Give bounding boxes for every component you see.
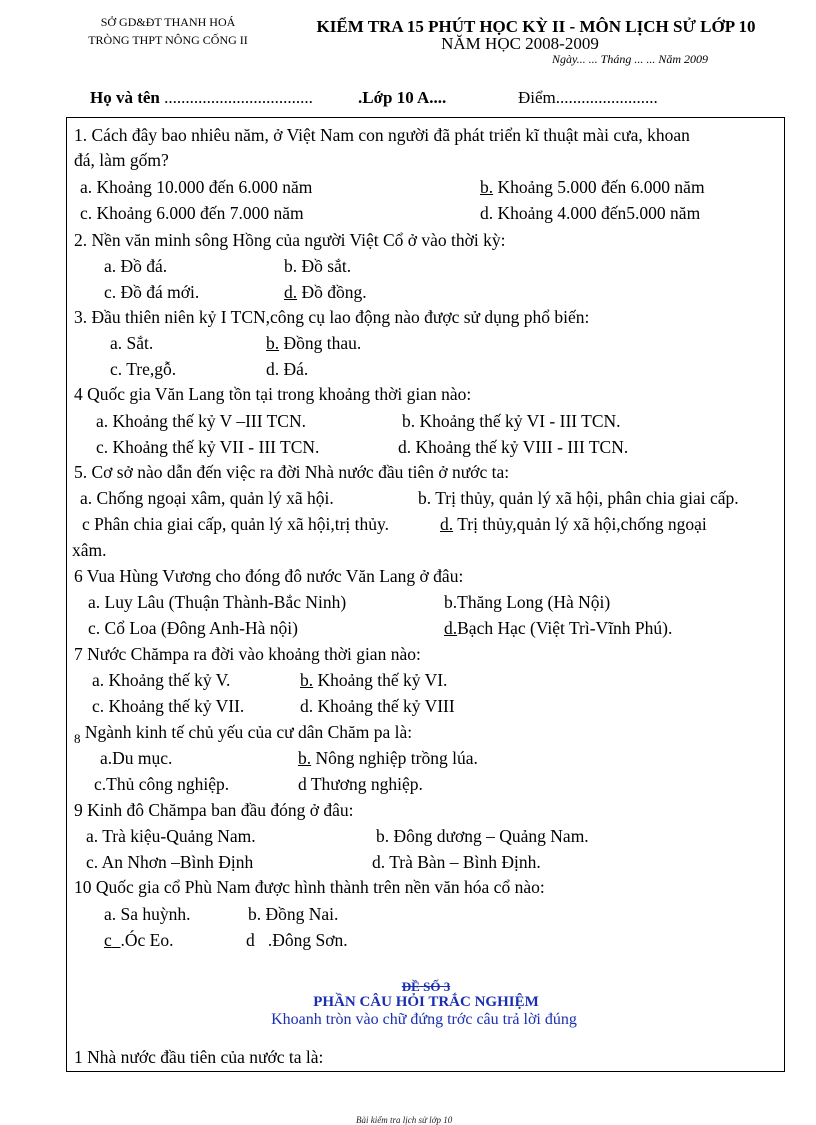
q2-option-a: a. Đồ đá. — [104, 256, 168, 276]
dept-name: SỞ GD&ĐT THANH HOÁ — [100, 15, 236, 29]
q6-option-d: d.Bạch Hạc (Việt Trì-Vĩnh Phú). — [444, 618, 673, 638]
name-label: Họ và tên — [90, 88, 160, 107]
q3-option-d: d. Đá. — [266, 359, 309, 379]
q10-option-c: c .Óc Eo. — [104, 930, 174, 950]
question-1: 1. Cách đây bao nhiêu năm, ở Việt Nam con người đã phát triển kĩ thuật mài cưa, khoan — [74, 125, 690, 145]
section-title: PHẦN CÂU HỎI TRẮC NGHIỆM — [313, 994, 539, 1010]
q7-option-a: a. Khoảng thế kỷ V. — [92, 670, 231, 690]
q4-option-a: a. Khoảng thế kỷ V –III TCN. — [96, 411, 306, 431]
q6-option-c: c. Cổ Loa (Đông Anh-Hà nội) — [88, 618, 298, 638]
q3-option-c: c. Tre,gỗ. — [110, 359, 177, 379]
question-4: 4 Quốc gia Văn Lang tồn tại trong khoảng thời gian nào: — [74, 384, 472, 404]
q5-option-a: a. Chống ngoại xâm, quản lý xã hội. — [80, 488, 334, 508]
q9-option-b: b. Đông dương – Quảng Nam. — [376, 826, 589, 846]
q2-option-d: d. Đồ đồng. — [284, 282, 367, 302]
q5-option-b: b. Trị thủy, quản lý xã hội, phân chia giai cấp. — [418, 488, 739, 508]
q10-option-d: d .Đông Sơn. — [246, 930, 348, 950]
q2-option-c: c. Đồ đá mới. — [104, 282, 200, 302]
q1-option-a: a. Khoảng 10.000 đến 6.000 năm — [80, 177, 313, 197]
q4-option-c: c. Khoảng thế kỷ VII - III TCN. — [96, 437, 320, 457]
q1-option-d: d. Khoảng 4.000 đến5.000 năm — [480, 203, 701, 223]
exam-date: Ngày... ... Tháng ... ... Năm 2009 — [552, 52, 709, 66]
exam-code: ĐỀ SỐ 3 — [401, 979, 451, 994]
q4-option-d: d. Khoảng thế kỷ VIII - III TCN. — [398, 437, 629, 457]
page-footer: Bài kiểm tra lịch sử lớp 10 — [356, 1115, 453, 1125]
q6-option-b: b.Thăng Long (Hà Nội) — [444, 592, 611, 612]
question-6: 6 Vua Hùng Vương cho đóng đô nước Văn Lang ở đâu: — [74, 566, 464, 586]
question-9: 9 Kinh đô Chămpa ban đầu đóng ở đâu: — [74, 800, 354, 820]
q1-option-c: c. Khoảng 6.000 đến 7.000 năm — [80, 203, 304, 223]
name-blank: ................................... — [164, 88, 313, 107]
q5-option-c: c Phân chia giai cấp, quản lý xã hội,trị thủy. — [82, 514, 389, 534]
school-year: NĂM HỌC 2008-2009 — [441, 34, 599, 53]
student-name-field — [90, 88, 313, 108]
score-label: Điểm — [518, 88, 556, 107]
q3-option-b: b. Đồng thau. — [266, 333, 362, 353]
q5-option-d-cont: xâm. — [72, 540, 107, 560]
q9-option-d: d. Trà Bàn – Bình Định. — [372, 852, 541, 872]
school-name: TRÒNG THPT NÔNG CỐNG II — [88, 33, 248, 47]
q7-option-d: d. Khoảng thế kỷ VIII — [300, 696, 455, 716]
score-blank: ........................ — [555, 88, 658, 107]
q3-option-a: a. Sắt. — [110, 333, 154, 353]
next-question: 1 Nhà nước đầu tiên của nước ta là: — [74, 1047, 324, 1067]
question-8: $_8$ Ngành kinh tế chủ yếu của cư dân Chăm pa là: — [74, 722, 413, 746]
q9-option-c: c. An Nhơn –Bình Định — [86, 852, 254, 872]
question-3: 3. Đầu thiên niên kỷ I TCN,công cụ lao động nào được sử dụng phổ biến: — [74, 307, 590, 327]
question-1-cont: đá, làm gốm? — [74, 150, 169, 170]
q10-option-b: b. Đồng Nai. — [248, 904, 339, 924]
score-field — [518, 88, 658, 108]
exam-title: KIỂM TRA 15 PHÚT HỌC KỲ II - MÔN LỊCH SỬ LỚP 10 — [316, 17, 756, 36]
q7-option-b: b. Khoảng thế kỷ VI. — [300, 670, 448, 690]
q8-option-a: a.Du mục. — [100, 748, 173, 768]
q8-option-b: b. Nông nghiệp trồng lúa. — [298, 748, 478, 768]
q1-option-b: b. Khoảng 5.000 đến 6.000 năm — [480, 177, 705, 197]
q4-option-b: b. Khoảng thế kỷ VI - III TCN. — [402, 411, 621, 431]
question-7: 7 Nước Chămpa ra đời vào khoảng thời gian nào: — [74, 644, 421, 664]
question-10: 10 Quốc gia cổ Phù Nam được hình thành trên nền văn hóa cổ nào: — [74, 877, 545, 897]
class-field: .Lớp 10 A.... — [358, 88, 447, 107]
q8-option-c: c.Thủ công nghiệp. — [94, 774, 230, 794]
q5-option-d: d. Trị thủy,quản lý xã hội,chống ngoại — [440, 514, 707, 534]
q8-option-d: d Thương nghiệp. — [298, 774, 423, 794]
q7-option-c: c. Khoảng thế kỷ VII. — [92, 696, 245, 716]
q10-option-a: a. Sa huỳnh. — [104, 904, 191, 924]
q9-option-a: a. Trà kiệu-Quảng Nam. — [86, 826, 256, 846]
q6-option-a: a. Luy Lâu (Thuận Thành-Bắc Ninh) — [88, 592, 347, 612]
question-5: 5. Cơ sở nào dẫn đến việc ra đời Nhà nước đầu tiên ở nước ta: — [74, 462, 510, 482]
question-2: 2. Nền văn minh sông Hồng của người Việt Cổ ở vào thời kỳ: — [74, 230, 506, 250]
q2-option-b: b. Đồ sắt. — [284, 256, 352, 276]
section-instruction: Khoanh tròn vào chữ đứng trớc câu trả lời đúng — [271, 1011, 577, 1028]
